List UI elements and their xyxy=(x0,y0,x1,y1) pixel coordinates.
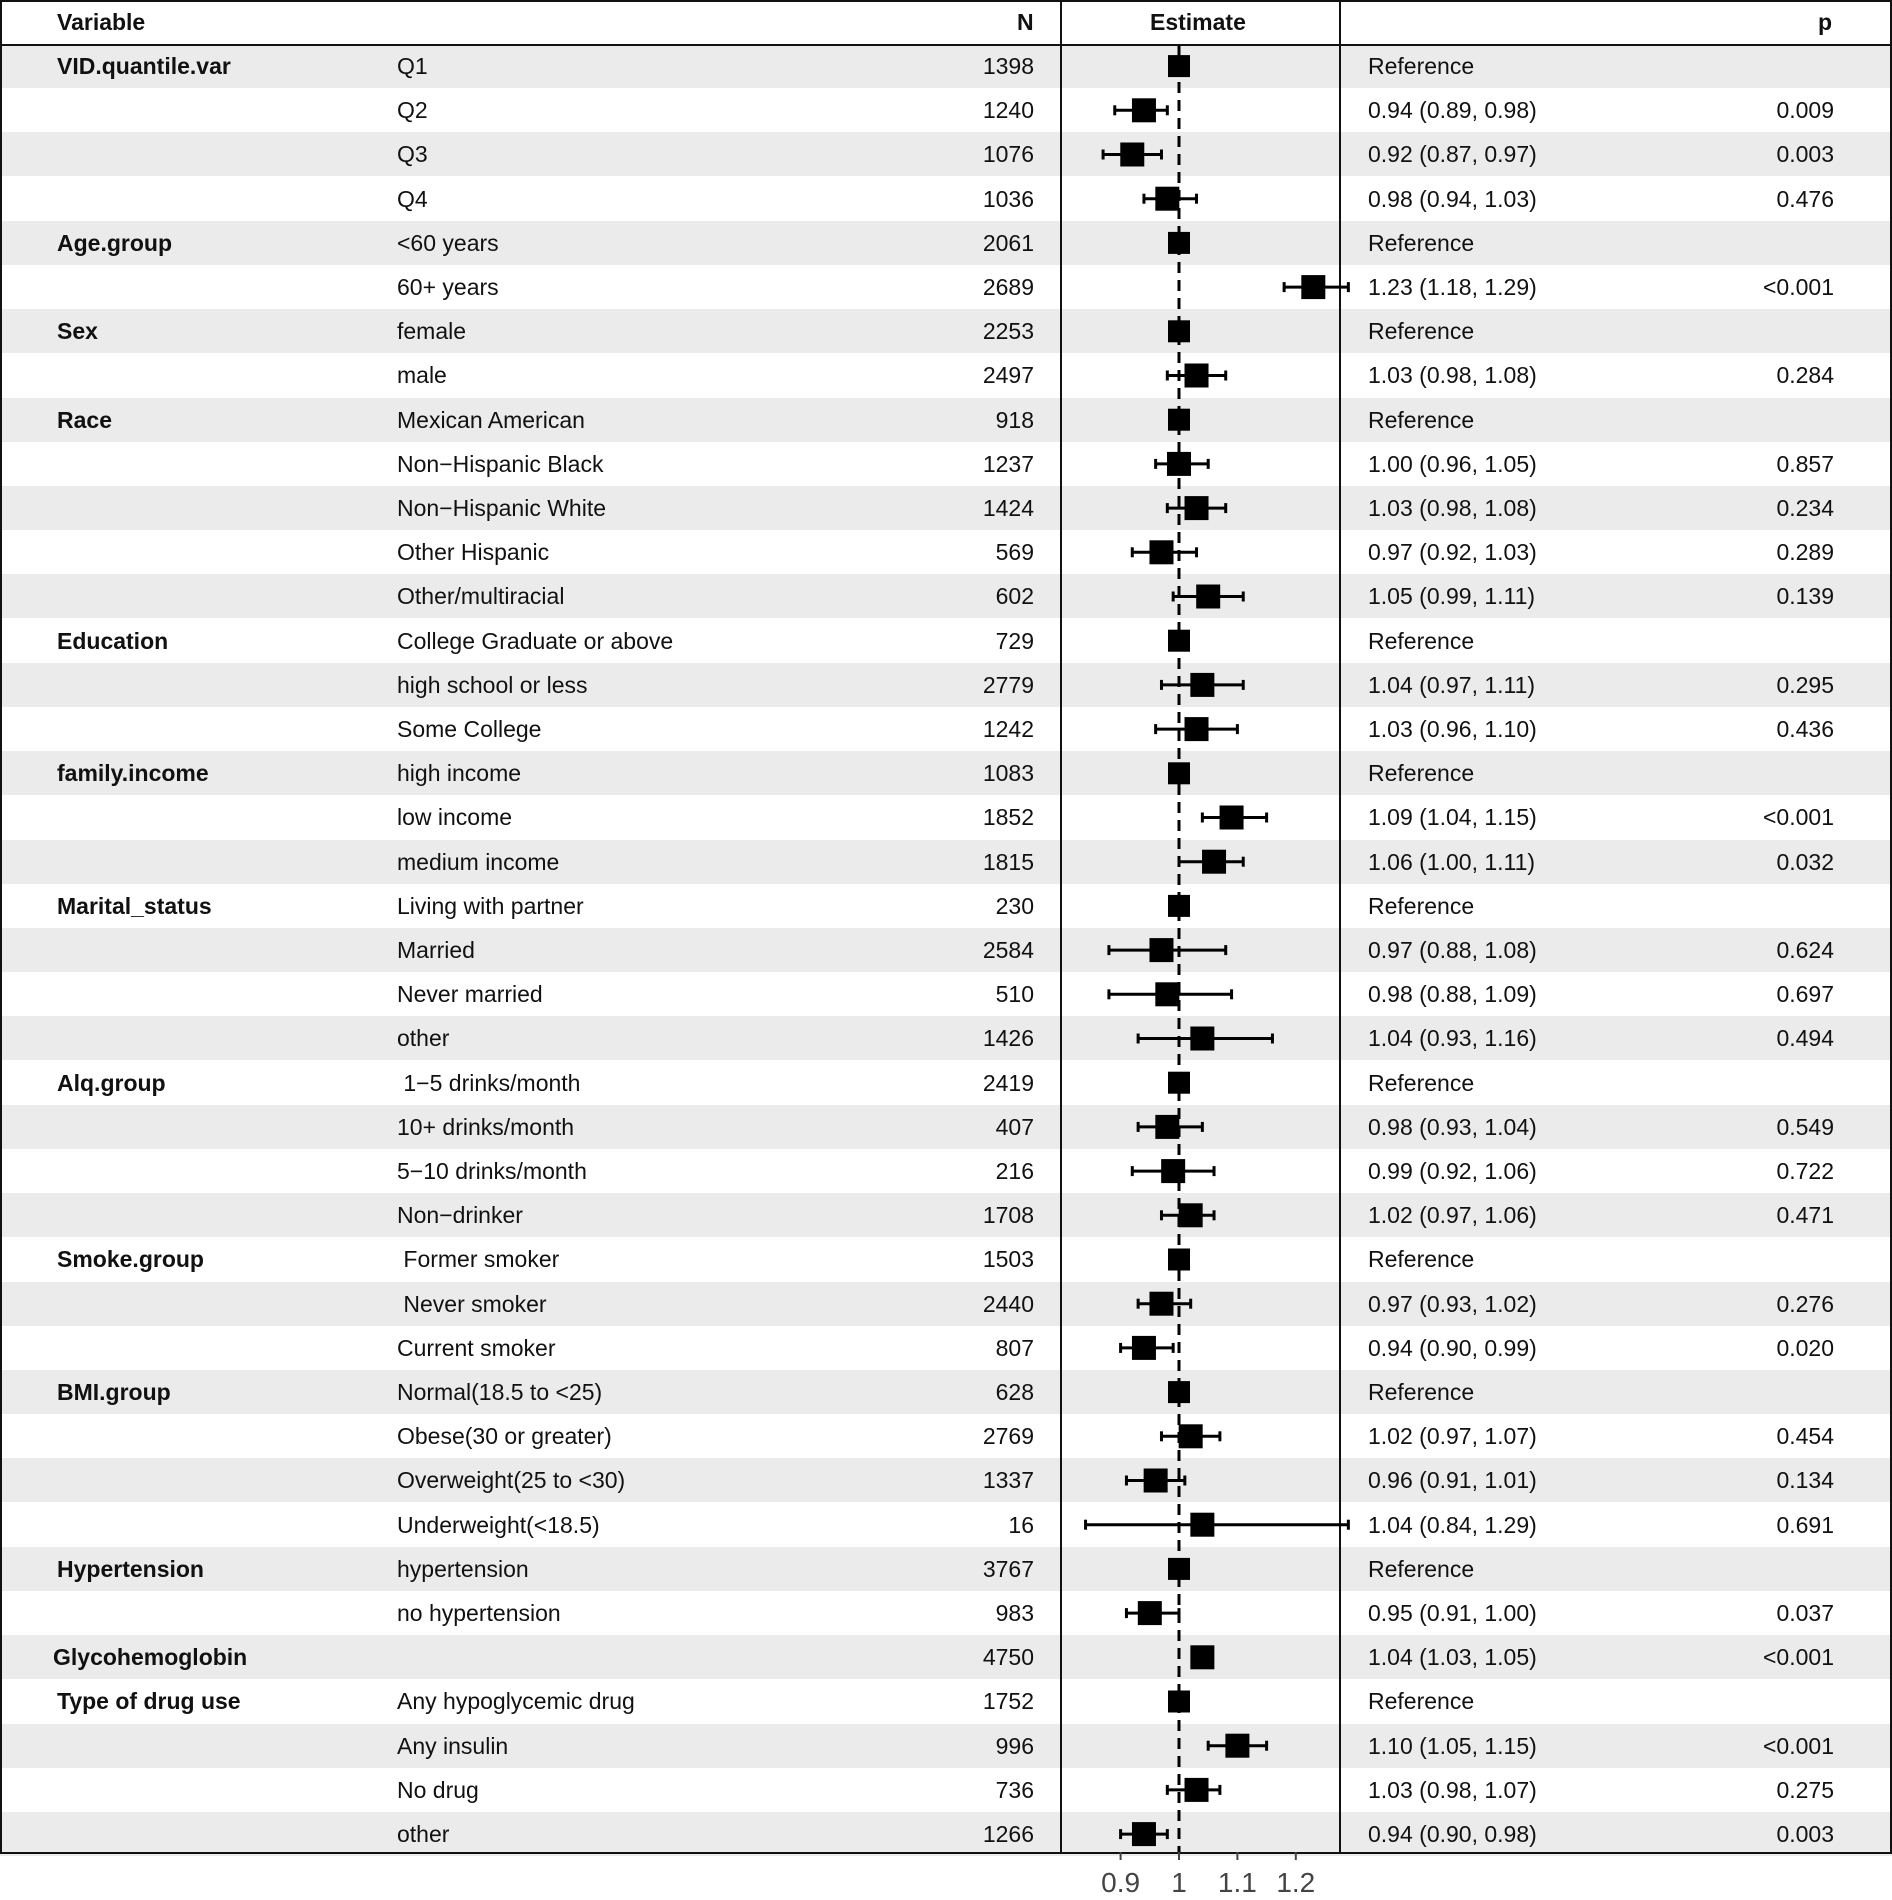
row-level: female xyxy=(397,318,467,345)
row-p-value: 0.691 xyxy=(1776,1511,1834,1538)
reference-marker xyxy=(1168,1691,1190,1713)
row-variable: Type of drug use xyxy=(57,1688,241,1715)
row-level: Former smoker xyxy=(397,1246,560,1273)
row-p-value: 0.234 xyxy=(1776,495,1834,521)
row-n: 996 xyxy=(995,1732,1034,1759)
row-level: Some College xyxy=(397,716,542,742)
row-level: Non−Hispanic Black xyxy=(397,450,604,477)
row-n: 1237 xyxy=(982,450,1034,477)
row-variable: BMI.group xyxy=(57,1379,171,1405)
row-level: Any insulin xyxy=(397,1732,509,1759)
reference-marker xyxy=(1168,1072,1190,1094)
row-n: 2419 xyxy=(982,1069,1034,1096)
row-level: Married xyxy=(397,937,475,963)
reference-marker xyxy=(1168,55,1190,77)
estimate-marker xyxy=(1120,143,1144,167)
row-n: 628 xyxy=(995,1379,1034,1405)
row-p-value: 0.275 xyxy=(1776,1776,1834,1803)
x-tick-label: 1.2 xyxy=(1276,1867,1316,1898)
row-estimate-text: 0.98 (0.93, 1.04) xyxy=(1368,1113,1537,1140)
row-n: 4750 xyxy=(982,1644,1034,1671)
row-variable: Education xyxy=(57,627,169,654)
row-n: 736 xyxy=(995,1776,1034,1803)
estimate-marker xyxy=(1185,717,1209,741)
row-estimate-text: Reference xyxy=(1368,1246,1475,1273)
row-level: Any hypoglycemic drug xyxy=(397,1688,635,1715)
row-n: 216 xyxy=(995,1158,1034,1184)
estimate-marker xyxy=(1185,496,1209,520)
estimate-marker xyxy=(1155,982,1179,1006)
row-n: 569 xyxy=(995,539,1034,566)
row-p-value: <0.001 xyxy=(1763,1732,1834,1759)
row-p-value: 0.134 xyxy=(1776,1467,1834,1494)
row-p-value: 0.295 xyxy=(1776,671,1834,698)
row-estimate-text: 1.04 (0.93, 1.16) xyxy=(1368,1025,1537,1052)
row-n: 1398 xyxy=(982,53,1034,79)
row-n: 16 xyxy=(1008,1511,1034,1538)
row-estimate-text: 0.97 (0.88, 1.08) xyxy=(1368,937,1537,963)
row-variable: Marital_status xyxy=(57,892,212,919)
row-level: male xyxy=(397,362,447,389)
x-tick-label: 1.1 xyxy=(1217,1867,1257,1898)
estimate-marker xyxy=(1179,1203,1203,1227)
row-n: 2779 xyxy=(982,671,1034,698)
row-variable: VID.quantile.var xyxy=(57,53,231,79)
row-level: Never smoker xyxy=(397,1290,547,1317)
row-p-value: 0.020 xyxy=(1776,1334,1834,1361)
row-estimate-text: 0.94 (0.90, 0.98) xyxy=(1368,1821,1537,1847)
row-estimate-text: 1.03 (0.98, 1.07) xyxy=(1368,1776,1537,1803)
row-estimate-text: 0.97 (0.92, 1.03) xyxy=(1368,539,1537,566)
x-tick-label: 0.9 xyxy=(1101,1867,1141,1898)
estimate-marker xyxy=(1190,1027,1214,1051)
row-variable: Age.group xyxy=(57,229,172,256)
row-n: 1426 xyxy=(982,1025,1034,1052)
row-n: 1815 xyxy=(982,848,1034,875)
row-level: medium income xyxy=(397,848,560,875)
row-n: 407 xyxy=(995,1113,1034,1140)
row-estimate-text: 1.23 (1.18, 1.29) xyxy=(1368,274,1537,300)
row-variable: Smoke.group xyxy=(57,1246,204,1273)
row-n: 602 xyxy=(995,583,1034,610)
reference-marker xyxy=(1168,1249,1190,1271)
estimate-marker xyxy=(1149,938,1173,962)
row-level: Non−drinker xyxy=(397,1202,523,1229)
row-level: Overweight(25 to <30) xyxy=(397,1467,626,1494)
estimate-marker xyxy=(1144,1469,1168,1493)
row-p-value: <0.001 xyxy=(1763,804,1834,831)
row-n: 1708 xyxy=(982,1202,1034,1229)
row-n: 1337 xyxy=(982,1467,1034,1494)
row-estimate-text: 0.94 (0.90, 0.99) xyxy=(1368,1334,1537,1361)
row-p-value: 0.857 xyxy=(1776,450,1834,477)
row-level: high income xyxy=(397,760,522,787)
row-n: 1036 xyxy=(982,185,1034,212)
estimate-marker xyxy=(1190,1513,1214,1537)
reference-marker xyxy=(1168,1558,1190,1580)
estimate-marker xyxy=(1190,673,1214,697)
header-variable: Variable xyxy=(57,9,146,35)
estimate-marker xyxy=(1138,1601,1162,1625)
row-p-value: 0.494 xyxy=(1776,1025,1834,1052)
row-level: Q1 xyxy=(397,53,428,79)
estimate-marker xyxy=(1196,585,1220,609)
reference-marker xyxy=(1168,895,1190,917)
row-p-value: 0.003 xyxy=(1776,141,1834,168)
row-level: College Graduate or above xyxy=(397,627,674,654)
row-level: Obese(30 or greater) xyxy=(397,1423,612,1450)
row-estimate-text: Reference xyxy=(1368,892,1475,919)
row-level: <60 years xyxy=(397,229,499,256)
row-variable: Sex xyxy=(57,318,98,345)
row-n: 1240 xyxy=(982,97,1034,124)
row-n: 1076 xyxy=(982,141,1034,168)
estimate-marker xyxy=(1190,1645,1214,1669)
row-estimate-text: 0.94 (0.89, 0.98) xyxy=(1368,97,1537,124)
estimate-marker xyxy=(1149,1292,1173,1316)
row-level: Normal(18.5 to <25) xyxy=(397,1379,603,1405)
row-n: 807 xyxy=(995,1334,1034,1361)
row-level: 10+ drinks/month xyxy=(397,1113,575,1140)
row-level: Q4 xyxy=(397,185,428,212)
estimate-marker xyxy=(1185,364,1209,388)
row-estimate-text: Reference xyxy=(1368,229,1475,256)
row-estimate-text: Reference xyxy=(1368,318,1475,345)
row-n: 230 xyxy=(995,892,1034,919)
row-level: 5−10 drinks/month xyxy=(397,1158,587,1184)
row-n: 1424 xyxy=(982,495,1034,521)
row-p-value: 0.289 xyxy=(1776,539,1834,566)
row-n: 1242 xyxy=(982,716,1034,742)
row-estimate-text: 1.06 (1.00, 1.11) xyxy=(1368,848,1536,875)
row-level: Never married xyxy=(397,981,543,1008)
row-estimate-text: 1.03 (0.98, 1.08) xyxy=(1368,495,1537,521)
row-p-value: 0.284 xyxy=(1776,362,1834,389)
row-n: 1266 xyxy=(982,1821,1034,1847)
row-p-value: 0.549 xyxy=(1776,1113,1834,1140)
row-n: 1752 xyxy=(982,1688,1034,1715)
estimate-marker xyxy=(1185,1778,1209,1802)
row-variable: Glycohemoglobin xyxy=(53,1644,248,1671)
row-n: 3767 xyxy=(982,1555,1034,1582)
row-variable: Race xyxy=(57,406,112,433)
reference-marker xyxy=(1168,320,1190,342)
row-n: 918 xyxy=(995,406,1034,433)
row-level: Q2 xyxy=(397,97,428,124)
row-estimate-text: 1.02 (0.97, 1.07) xyxy=(1368,1423,1537,1450)
estimate-marker xyxy=(1132,1822,1156,1846)
row-p-value: 0.276 xyxy=(1776,1290,1834,1317)
row-p-value: 0.436 xyxy=(1776,716,1834,742)
row-estimate-text: 1.10 (1.05, 1.15) xyxy=(1368,1732,1537,1759)
reference-marker xyxy=(1168,1381,1190,1403)
row-estimate-text: Reference xyxy=(1368,1555,1475,1582)
row-n: 510 xyxy=(995,981,1034,1008)
row-level: 60+ years xyxy=(397,274,499,300)
row-n: 2769 xyxy=(982,1423,1034,1450)
row-estimate-text: 0.99 (0.92, 1.06) xyxy=(1368,1158,1537,1184)
row-estimate-text: 0.98 (0.94, 1.03) xyxy=(1368,185,1537,212)
row-p-value: 0.009 xyxy=(1776,97,1834,124)
row-estimate-text: 1.04 (0.84, 1.29) xyxy=(1368,1511,1537,1538)
row-level: Mexican American xyxy=(397,406,585,433)
row-estimate-text: Reference xyxy=(1368,627,1475,654)
row-p-value: 0.037 xyxy=(1776,1600,1834,1626)
row-n: 983 xyxy=(995,1600,1034,1626)
estimate-marker xyxy=(1225,1734,1249,1758)
row-n: 2440 xyxy=(982,1290,1034,1317)
estimate-marker xyxy=(1149,540,1173,564)
row-level: Non−Hispanic White xyxy=(397,495,607,521)
row-p-value: 0.624 xyxy=(1776,937,1834,963)
row-level: hypertension xyxy=(397,1555,529,1582)
row-level: high school or less xyxy=(397,671,588,698)
row-p-value: 0.722 xyxy=(1776,1158,1834,1184)
estimate-marker xyxy=(1179,1424,1203,1448)
row-estimate-text: 0.97 (0.93, 1.02) xyxy=(1368,1290,1537,1317)
row-level: Other/multiracial xyxy=(397,583,565,610)
row-p-value: 0.003 xyxy=(1776,1821,1834,1847)
estimate-marker xyxy=(1301,275,1325,299)
estimate-marker xyxy=(1132,98,1156,122)
row-estimate-text: Reference xyxy=(1368,1688,1475,1715)
row-p-value: 0.476 xyxy=(1776,185,1834,212)
estimate-marker xyxy=(1155,1115,1179,1139)
row-estimate-text: 1.04 (1.03, 1.05) xyxy=(1368,1644,1537,1671)
row-n: 729 xyxy=(995,627,1034,654)
row-estimate-text: 0.96 (0.91, 1.01) xyxy=(1368,1467,1537,1494)
row-estimate-text: 1.03 (0.98, 1.08) xyxy=(1368,362,1537,389)
row-level: Living with partner xyxy=(397,892,584,919)
row-level: Underweight(<18.5) xyxy=(397,1511,600,1538)
header-p: p xyxy=(1818,9,1833,35)
estimate-marker xyxy=(1161,1159,1185,1183)
row-estimate-text: 0.98 (0.88, 1.09) xyxy=(1368,981,1537,1008)
row-p-value: 0.697 xyxy=(1776,981,1834,1008)
row-p-value: 0.032 xyxy=(1776,848,1834,875)
reference-marker xyxy=(1168,232,1190,254)
estimate-marker xyxy=(1167,452,1191,476)
row-variable: Alq.group xyxy=(57,1069,166,1096)
row-estimate-text: Reference xyxy=(1368,406,1475,433)
reference-marker xyxy=(1168,762,1190,784)
row-estimate-text: 0.92 (0.87, 0.97) xyxy=(1368,141,1537,168)
row-level: other xyxy=(397,1025,450,1052)
row-level: Current smoker xyxy=(397,1334,556,1361)
row-p-value: 0.139 xyxy=(1776,583,1834,610)
row-p-value: <0.001 xyxy=(1763,274,1834,300)
row-n: 1083 xyxy=(982,760,1034,787)
estimate-marker xyxy=(1132,1336,1156,1360)
row-n: 2689 xyxy=(982,274,1034,300)
row-level: other xyxy=(397,1821,450,1847)
reference-marker xyxy=(1168,409,1190,431)
row-variable: family.income xyxy=(57,760,209,787)
row-variable: Hypertension xyxy=(57,1555,204,1582)
row-p-value: 0.454 xyxy=(1776,1423,1834,1450)
row-estimate-text: 1.09 (1.04, 1.15) xyxy=(1368,804,1537,831)
row-estimate-text: 1.05 (0.99, 1.11) xyxy=(1368,583,1536,610)
estimate-marker xyxy=(1202,850,1226,874)
row-estimate-text: 1.03 (0.96, 1.10) xyxy=(1368,716,1537,742)
row-n: 2497 xyxy=(982,362,1034,389)
row-estimate-text: 1.02 (0.97, 1.06) xyxy=(1368,1202,1537,1229)
header-n: N xyxy=(1017,9,1034,35)
row-n: 1503 xyxy=(982,1246,1034,1273)
row-n: 1852 xyxy=(982,804,1034,831)
row-level: No drug xyxy=(397,1776,479,1803)
row-estimate-text: Reference xyxy=(1368,1069,1475,1096)
row-estimate-text: 1.00 (0.96, 1.05) xyxy=(1368,450,1537,477)
row-level: Other Hispanic xyxy=(397,539,550,566)
row-estimate-text: 1.04 (0.97, 1.11) xyxy=(1368,671,1536,698)
row-level: 1−5 drinks/month xyxy=(397,1069,581,1096)
header-estimate: Estimate xyxy=(1150,9,1246,35)
row-estimate-text: Reference xyxy=(1368,53,1475,79)
row-p-value: <0.001 xyxy=(1763,1644,1834,1671)
row-estimate-text: 0.95 (0.91, 1.00) xyxy=(1368,1600,1537,1626)
row-level: no hypertension xyxy=(397,1600,561,1626)
reference-marker xyxy=(1168,630,1190,652)
row-level: low income xyxy=(397,804,513,831)
row-estimate-text: Reference xyxy=(1368,1379,1475,1405)
estimate-marker xyxy=(1155,187,1179,211)
row-p-value: 0.471 xyxy=(1776,1202,1834,1229)
row-n: 2061 xyxy=(982,229,1034,256)
x-tick-label: 1 xyxy=(1171,1867,1187,1898)
row-estimate-text: Reference xyxy=(1368,760,1475,787)
row-n: 2253 xyxy=(982,318,1034,345)
estimate-marker xyxy=(1220,806,1244,830)
row-n: 2584 xyxy=(982,937,1034,963)
row-level: Q3 xyxy=(397,141,428,168)
